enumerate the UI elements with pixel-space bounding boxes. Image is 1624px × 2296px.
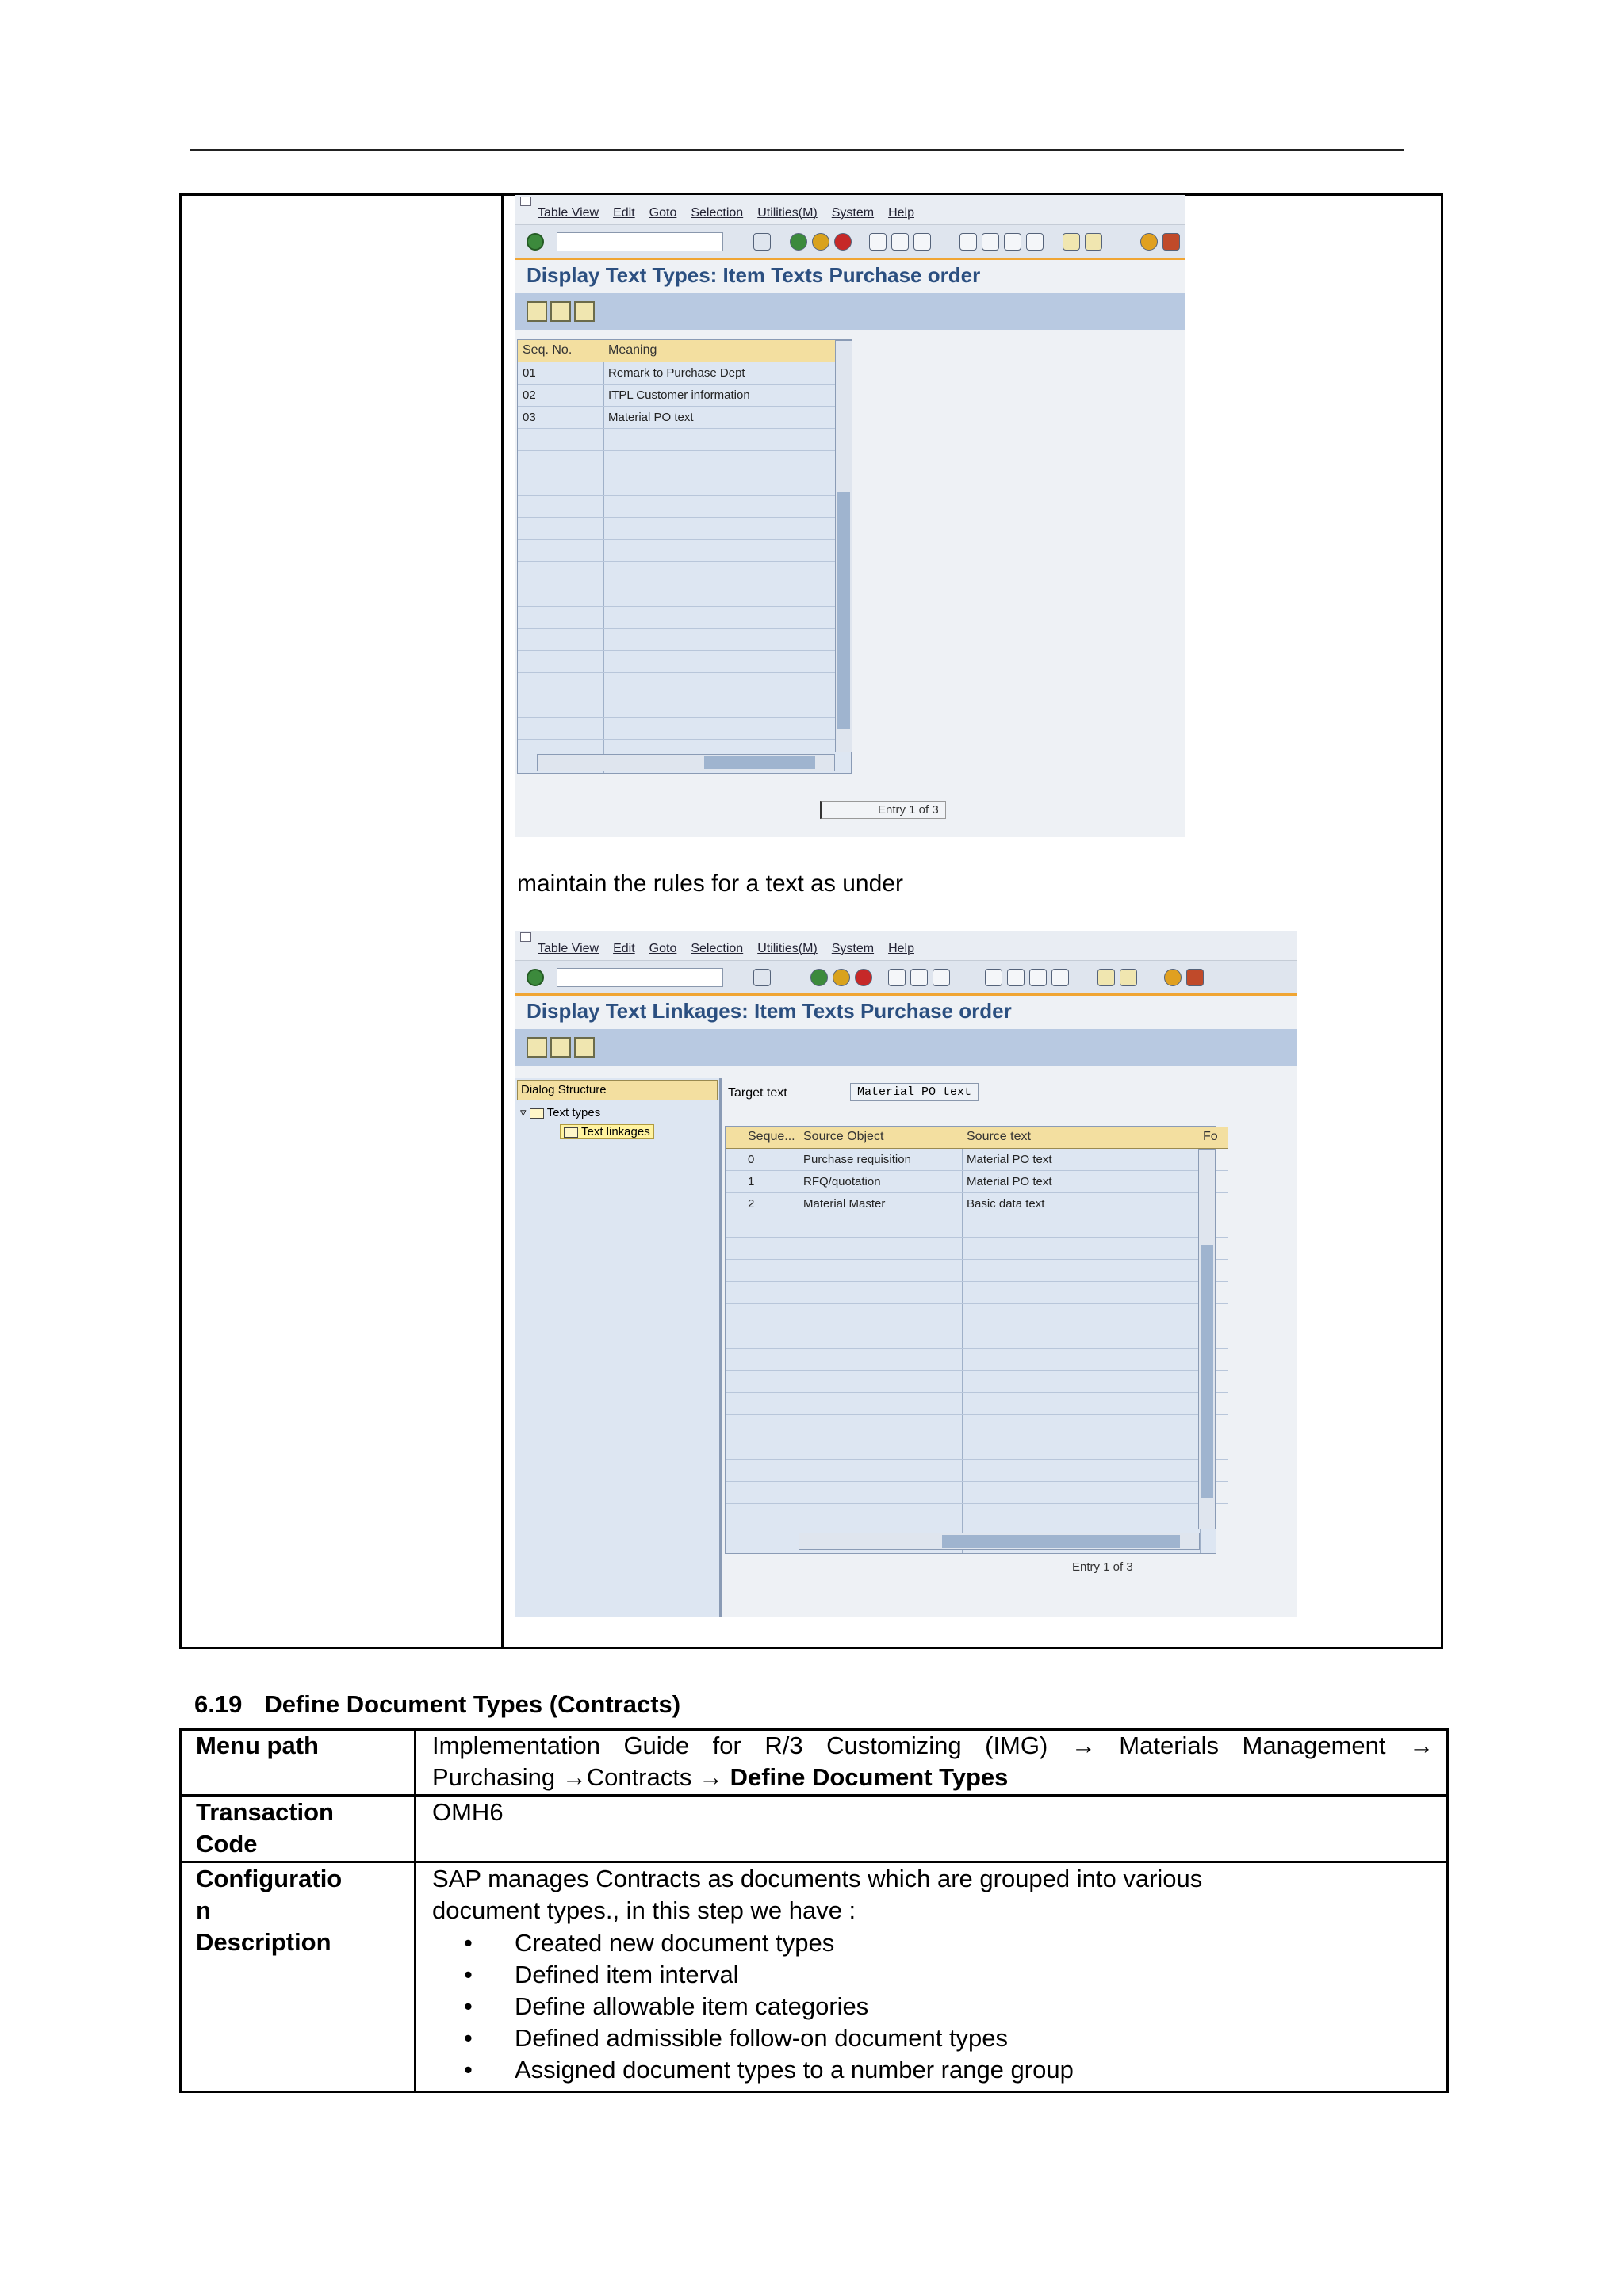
table-row[interactable] (518, 407, 838, 429)
cell-source-object: RFQ/quotation (803, 1175, 881, 1188)
cell-source-text: Material PO text (967, 1153, 1052, 1166)
tree-item-label: Text types (546, 1106, 601, 1119)
cell-meaning: ITPL Customer information (608, 388, 750, 402)
list-item: • Assigned document types to a number range group (432, 2054, 1074, 2086)
transaction-code-value: OMH6 (432, 1798, 504, 1826)
menu-item-edit[interactable]: Edit (613, 206, 635, 220)
table-row[interactable] (518, 496, 838, 518)
table-row[interactable] (518, 473, 838, 496)
configuration-steps-list (432, 1927, 1074, 2086)
config-line-1: SAP manages Contracts as documents which are grouped into various (432, 1865, 1203, 1892)
menu-path-label: Menu path (196, 1732, 319, 1759)
table-row[interactable] (726, 1149, 1228, 1171)
menu-path-line-2 (432, 1763, 1008, 1791)
table-row[interactable] (518, 673, 838, 695)
save-icon[interactable] (753, 969, 771, 986)
shortcut-icon[interactable] (1120, 969, 1137, 986)
table-row[interactable] (518, 518, 838, 540)
screen-title: Display Text Linkages: Item Texts Purchase order (527, 999, 1012, 1023)
table-row[interactable] (518, 718, 838, 740)
tree-item-text-linkages[interactable] (560, 1124, 654, 1139)
text-linkages-table (725, 1126, 1216, 1554)
table-row[interactable] (518, 429, 838, 451)
transaction-code-label (196, 1797, 334, 1860)
entry-counter: Entry 1 of 3 (1072, 1560, 1133, 1574)
folder-icon (530, 1108, 544, 1119)
next-page-icon[interactable] (1004, 233, 1021, 251)
sap-menubar (515, 931, 1297, 961)
table-row[interactable] (726, 1304, 1228, 1326)
menu-item-help[interactable]: Help (888, 942, 914, 955)
table-row[interactable] (726, 1282, 1228, 1304)
new-session-icon[interactable] (1097, 969, 1115, 986)
list-item: • Created new document types (432, 1927, 1074, 1959)
command-field[interactable] (557, 232, 723, 251)
table-row[interactable] (726, 1215, 1228, 1238)
sap-screenshot-text-linkages (515, 931, 1297, 1617)
menu-path-value (432, 1730, 1434, 1793)
config-label-line-2: n (196, 1896, 211, 1924)
table-row[interactable] (726, 1437, 1228, 1460)
cell-sequence: 1 (748, 1175, 755, 1188)
find-next-icon[interactable] (933, 969, 950, 986)
table-row[interactable] (726, 1193, 1228, 1215)
next-page-icon[interactable] (1029, 969, 1047, 986)
back-icon[interactable] (790, 233, 807, 251)
dialog-structure-header: Dialog Structure (517, 1080, 718, 1100)
text-types-table (517, 339, 852, 774)
screen-title: Display Text Types: Item Texts Purchase order (527, 263, 981, 287)
sap-system-toolbar (515, 225, 1185, 260)
table-row[interactable] (726, 1371, 1228, 1393)
table-row[interactable] (726, 1260, 1228, 1282)
table-row[interactable] (518, 651, 838, 673)
layout-icon[interactable] (1162, 233, 1180, 251)
previous-page-icon[interactable] (982, 233, 999, 251)
scrollbar-thumb[interactable] (704, 756, 815, 769)
table-row[interactable] (726, 1171, 1228, 1193)
window-menu-icon[interactable] (520, 197, 531, 206)
print-icon[interactable] (869, 233, 887, 251)
enter-icon[interactable] (527, 233, 544, 251)
tree-item-text-types[interactable] (520, 1105, 600, 1119)
application-toolbar (515, 293, 1185, 330)
other-view-icon[interactable] (550, 1037, 571, 1058)
scrollbar-thumb[interactable] (1201, 1245, 1213, 1498)
configuration-description-label (196, 1863, 342, 1958)
find-icon[interactable] (910, 969, 928, 986)
print-list-icon[interactable] (574, 1037, 595, 1058)
menu-path-prefix: Purchasing →Contracts → (432, 1763, 730, 1791)
dialog-structure-panel (515, 1078, 722, 1617)
menu-item-system[interactable]: System (831, 942, 875, 955)
menu-item-edit[interactable]: Edit (613, 942, 635, 955)
help-icon[interactable] (1140, 233, 1158, 251)
table-row[interactable] (726, 1393, 1228, 1415)
table-row[interactable] (726, 1326, 1228, 1349)
sap-system-toolbar (515, 961, 1297, 996)
cell-source-text: Material PO text (967, 1175, 1052, 1188)
exit-icon[interactable] (833, 969, 850, 986)
horizontal-scrollbar[interactable] (537, 754, 835, 771)
column-header-sequence[interactable]: Seque... (748, 1130, 795, 1143)
caption-text: maintain the rules for a text as under (517, 871, 903, 897)
menu-item-utilities[interactable]: Utilities(M) (757, 942, 818, 955)
print-icon[interactable] (888, 969, 906, 986)
section-number: 6.19 (194, 1690, 243, 1718)
application-toolbar (515, 1029, 1297, 1066)
find-next-icon[interactable] (914, 233, 931, 251)
column-header-meaning[interactable]: Meaning (608, 343, 657, 357)
transaction-code-label-line-1: Transaction (196, 1798, 334, 1826)
entry-counter: Entry 1 of 3 (820, 801, 946, 819)
menu-item-selection[interactable]: Selection (691, 206, 744, 220)
horizontal-scrollbar[interactable] (799, 1533, 1200, 1550)
shortcut-icon[interactable] (1085, 233, 1102, 251)
display-change-icon[interactable] (527, 301, 547, 322)
cell-source-object: Purchase requisition (803, 1153, 911, 1166)
menu-item-table-view[interactable]: Table View (538, 206, 599, 220)
menu-item-selection[interactable]: Selection (691, 942, 744, 955)
print-list-icon[interactable] (574, 301, 595, 322)
column-header-source-text[interactable]: Source text (967, 1130, 1031, 1143)
config-label-line-1: Configuratio (196, 1865, 343, 1892)
scrollbar-thumb[interactable] (942, 1535, 1180, 1548)
exit-icon[interactable] (812, 233, 829, 251)
transaction-code-label-line-2: Code (196, 1830, 258, 1858)
table-row[interactable] (518, 540, 838, 562)
table-row[interactable] (726, 1482, 1228, 1504)
table-row[interactable] (518, 385, 838, 407)
tree-item-label: Text linkages (581, 1125, 650, 1138)
menu-item-help[interactable]: Help (888, 206, 914, 220)
list-item: • Define allowable item categories (432, 1991, 1074, 2022)
config-line-2: document types., in this step we have : (432, 1896, 856, 1924)
table-row[interactable] (518, 451, 838, 473)
layout-icon[interactable] (1186, 969, 1204, 986)
column-header-source-object[interactable]: Source Object (803, 1130, 884, 1143)
first-page-icon[interactable] (959, 233, 977, 251)
table-row[interactable] (726, 1415, 1228, 1437)
cell-sequence: 2 (748, 1197, 755, 1211)
table-header (726, 1127, 1228, 1149)
table-row[interactable] (726, 1349, 1228, 1371)
cell-sequence: 0 (748, 1153, 755, 1166)
back-icon[interactable] (810, 969, 828, 986)
sap-menubar (515, 195, 1185, 225)
menu-item-goto[interactable]: Goto (649, 206, 677, 220)
configuration-description-text (432, 1863, 1434, 1927)
table-row[interactable] (726, 1238, 1228, 1260)
table-row[interactable] (518, 695, 838, 718)
open-folder-icon (564, 1127, 578, 1138)
expand-arrow-icon[interactable]: ▿ (520, 1106, 530, 1119)
list-item: • Defined item interval (432, 1959, 1074, 1991)
cell-source-text: Basic data text (967, 1197, 1045, 1211)
help-icon[interactable] (1164, 969, 1182, 986)
display-change-icon[interactable] (527, 1037, 547, 1058)
command-field[interactable] (557, 968, 723, 987)
sap-screenshot-text-types (515, 195, 1185, 837)
sap-menu-items (538, 206, 929, 220)
section-heading (194, 1690, 680, 1719)
table-column-divider (501, 196, 504, 1647)
first-page-icon[interactable] (985, 969, 1002, 986)
cell-seq: 03 (523, 411, 536, 424)
other-view-icon[interactable] (550, 301, 571, 322)
scrollbar-thumb[interactable] (837, 492, 850, 729)
target-text-label: Target text (728, 1086, 787, 1100)
menu-item-table-view[interactable]: Table View (538, 942, 599, 955)
table-row[interactable] (518, 362, 838, 385)
configuration-table (179, 1728, 1449, 2093)
table-column-divider (414, 1731, 416, 2091)
vertical-scrollbar[interactable] (1198, 1149, 1216, 1529)
table-row[interactable] (518, 562, 838, 584)
config-label-line-3: Description (196, 1928, 331, 1956)
section-title: Define Document Types (Contracts) (264, 1690, 681, 1718)
column-header-seq[interactable]: Seq. No. (523, 343, 573, 357)
menu-path-line-1: Implementation Guide for R/3 Customizing (IMG) → Materials Management → (432, 1732, 1434, 1759)
table-row[interactable] (518, 607, 838, 629)
save-icon[interactable] (753, 233, 771, 251)
sap-menu-items (538, 942, 929, 956)
cell-meaning: Remark to Purchase Dept (608, 366, 745, 380)
header-rule (190, 149, 1404, 151)
column-header-fo[interactable]: Fo (1203, 1130, 1218, 1143)
target-text-field[interactable]: Material PO text (850, 1083, 979, 1101)
window-menu-icon[interactable] (520, 932, 531, 942)
table-row[interactable] (726, 1460, 1228, 1482)
last-page-icon[interactable] (1051, 969, 1069, 986)
menu-item-goto[interactable]: Goto (649, 942, 677, 955)
cell-meaning: Material PO text (608, 411, 694, 424)
menu-item-system[interactable]: System (831, 206, 875, 220)
vertical-scrollbar[interactable] (835, 340, 852, 752)
find-icon[interactable] (891, 233, 909, 251)
table-header (518, 340, 838, 362)
table-row[interactable] (518, 629, 838, 651)
cancel-icon[interactable] (855, 969, 872, 986)
menu-item-utilities[interactable]: Utilities(M) (757, 206, 818, 220)
cancel-icon[interactable] (834, 233, 852, 251)
last-page-icon[interactable] (1026, 233, 1044, 251)
cell-seq: 01 (523, 366, 536, 380)
previous-page-icon[interactable] (1007, 969, 1025, 986)
cell-source-object: Material Master (803, 1197, 886, 1211)
menu-path-target: Define Document Types (730, 1763, 1009, 1791)
cell-seq: 02 (523, 388, 536, 402)
enter-icon[interactable] (527, 969, 544, 986)
table-row[interactable] (518, 584, 838, 607)
new-session-icon[interactable] (1063, 233, 1080, 251)
list-item: • Defined admissible follow-on document types (432, 2022, 1074, 2054)
